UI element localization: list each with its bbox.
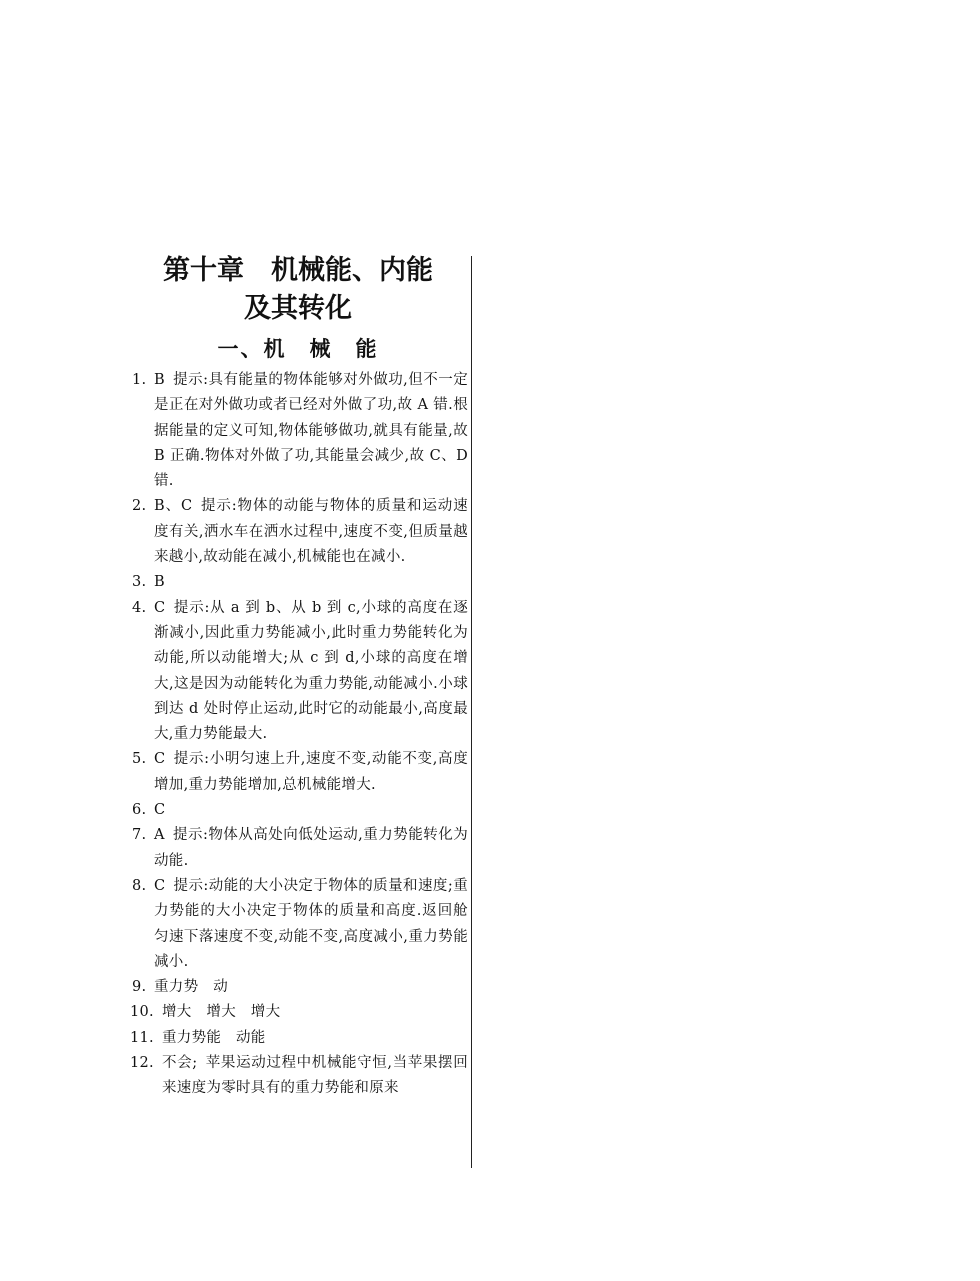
answer-item (128, 823, 468, 874)
chapter-title-line1: 第十章 机械能、内能 (163, 255, 433, 286)
item-number: 10. (130, 1004, 154, 1021)
item-number: 12. (130, 1055, 154, 1072)
item-answer: 不会; (162, 1055, 198, 1072)
chapter-title (128, 252, 468, 328)
item-number: 5. (132, 751, 147, 768)
item-hint: 提示:小明匀速上升,速度不变,动能不变,高度增加,重力势能增加,总机械能增大. (154, 751, 468, 793)
item-hint: 提示:从 a 到 b、从 b 到 c,小球的高度在逐渐减小,因此重力势能减小,此时重力势能转化为动能,所以动能增大;从 c 到 d,小球的高度在增大,这是因为动能转化为重力势能,动能减小.小球到达 d 处时停止运动,此时它的动能最小,高度最大,重力势能最大. (154, 599, 468, 743)
item-answer: A (154, 827, 165, 844)
answer-list (128, 368, 468, 1102)
answer-item (128, 1000, 468, 1025)
item-number: 7. (132, 827, 147, 844)
item-hint: 提示:物体的动能与物体的质量和运动速度有关,洒水车在洒水过程中,速度不变,但质量越来越小,故动能在减小,机械能也在减小. (154, 498, 468, 566)
item-hint: 提示:动能的大小决定于物体的质量和速度;重力势能的大小决定于物体的质量和高度.返回舱匀速下落速度不变,动能不变,高度减小,重力势能减小. (154, 877, 468, 970)
answer-item (128, 570, 468, 595)
item-answer: C (154, 877, 166, 894)
answer-column (128, 252, 468, 1102)
answer-item (128, 494, 468, 570)
chapter-title-line2: 及其转化 (244, 293, 352, 324)
item-answer: 增大 增大 增大 (162, 1004, 281, 1021)
item-answer: B、C (154, 498, 193, 515)
answer-item (128, 368, 468, 494)
item-number: 1. (132, 372, 147, 388)
item-answer: 重力势能 动能 (162, 1029, 266, 1046)
answer-item (128, 747, 468, 798)
answer-item (128, 596, 468, 748)
answer-item (128, 798, 468, 823)
answer-item (128, 1051, 468, 1102)
item-number: 3. (132, 574, 147, 591)
item-number: 8. (132, 877, 147, 894)
section-title: 一、机 械 能 (217, 337, 379, 361)
item-answer: B (154, 574, 165, 591)
item-answer: 重力势 动 (154, 979, 228, 996)
item-hint: 提示:具有能量的物体能够对外做功,但不一定是正在对外做功或者已经对外做了功,故 A 错.根据能量的定义可知,物体能够做功,就具有能量,故 B 正确.物体对外做了功,其能量会减少,故 C、D 错. (154, 372, 468, 490)
item-answer: B (154, 372, 165, 388)
item-answer: C (154, 751, 166, 768)
item-answer: C (154, 599, 166, 616)
item-answer: C (154, 802, 166, 819)
item-hint: 提示:物体从高处向低处运动,重力势能转化为动能. (154, 827, 468, 869)
item-number: 4. (132, 599, 147, 616)
item-number: 6. (132, 802, 147, 819)
item-number: 11. (130, 1029, 154, 1046)
column-divider (471, 256, 472, 1168)
item-hint: 苹果运动过程中机械能守恒,当苹果摆回来速度为零时具有的重力势能和原来 (162, 1055, 468, 1097)
answer-item (128, 1026, 468, 1051)
answer-item (128, 874, 468, 975)
item-number: 9. (132, 979, 147, 996)
item-number: 2. (132, 498, 147, 515)
answer-item (128, 975, 468, 1000)
